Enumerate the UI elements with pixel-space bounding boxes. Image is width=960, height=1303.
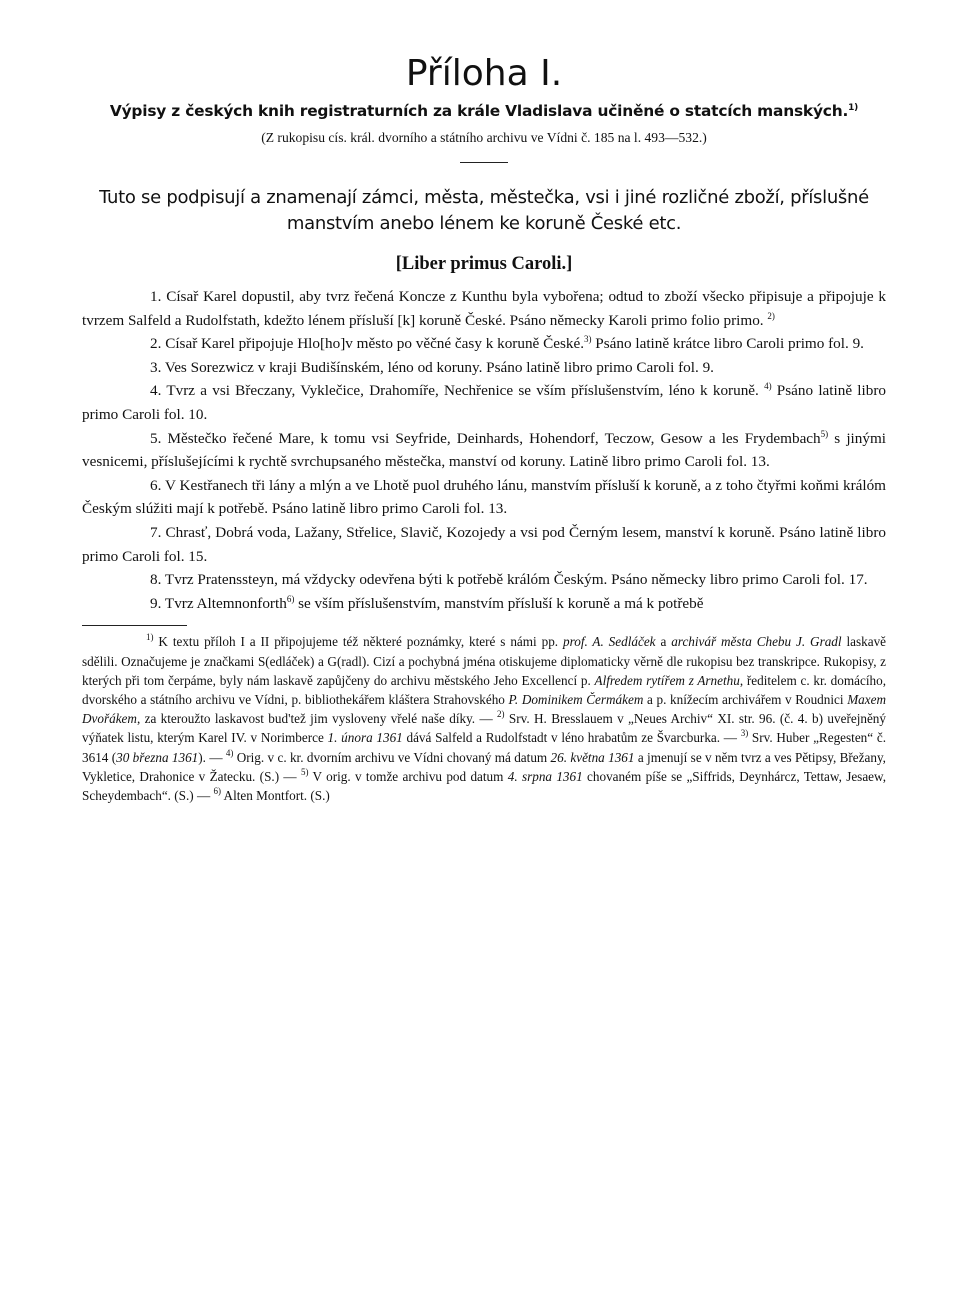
footnote-ref: 5): [820, 428, 829, 439]
entry-text: 3. Ves Sorezwicz v kraji Budišínském, léno od koruny. Psáno latině libro primo Caroli fol. 9.: [150, 358, 714, 376]
entry-text: 6. V Kestřanech tři lány a mlýn a ve Lhotě puol druhého lánu, manstvím přísluší k koruně, a z toho čtyřmi koňmi králóm Českým slúžiti mají k potřebě. Psáno latině libro primo Caroli fol. 13.: [82, 476, 886, 518]
entry-text: 2. Císař Karel připojuje Hlo[ho]v město po věčné časy k koruně České.: [150, 335, 584, 353]
footnote-name: archivář města Chebu J. Gradl: [671, 634, 842, 650]
footnote-number: 2): [497, 709, 505, 720]
footnote-name: Alfredem rytířem z Arnethu: [594, 672, 740, 688]
footnote-name: Maxem Dvořákem: [82, 691, 886, 727]
entry-text: 7. Chrasť, Dobrá voda, Lažany, Střelice, Slavič, Kozojedy a vsi pod Černým lesem, manství k koruně. Psáno latině libro primo Caroli fol. 15.: [82, 523, 886, 565]
entry-text: 1. Císař Karel dopustil, aby tvrz řečená Koncze z Kunthu byla vybořena; odtud to zboží všecko připisuje a připojuje k tvrzem Salfeld a Rudolfstath, kdežto lénem přísluší [k] koruně České. Psáno německy Karoli primo folio primo.: [82, 288, 886, 329]
entry-text-after: Psáno latině krátce libro Caroli primo fol. 9.: [591, 335, 864, 353]
footnote-ref: 6): [286, 593, 295, 604]
entry-list: [82, 285, 886, 615]
footnote-text: ). —: [198, 749, 226, 765]
footnote-number: 6): [213, 785, 221, 796]
section-heading: [Liber primus Caroli.]: [395, 254, 573, 274]
intro-line: Tuto se podpisují a znamenají zámci, města, městečka, vsi i jiné rozličné zboží, příslušné: [99, 187, 869, 208]
subtitle-text: Výpisy z českých knih registraturních za krále Vladislava učiněné o statcích manských.: [109, 102, 849, 120]
intro-line: manstvím anebo lénem ke koruně České etc.: [286, 213, 682, 234]
footnote-text: a jmenují se v něm tvrz a ves Pětipsy, Břežany, Vykletice, Drahonice v Žatecku. (S.) —: [82, 749, 886, 784]
footnote: [82, 632, 886, 805]
entry-item: [82, 592, 886, 616]
footnote-text: dává Salfeld a Rudolfstadt v léno hrabatům ze Švarcburka. —: [402, 730, 741, 746]
entry-item: [82, 379, 886, 426]
footnote-text: , ředitelem c. kr. domácího, dvorského a státního archivu ve Vídni, p. bibliothekářem kláštera Strahovského: [82, 672, 886, 707]
footnote-date: 26. května 1361: [550, 749, 635, 765]
footnote-text: K textu příloh I a II připojujeme též některé poznámky, které s námi pp.: [153, 634, 563, 650]
footnote-text: V orig. v tomže archivu pod datum: [308, 768, 508, 784]
entry-item: [82, 332, 886, 356]
entry-item: [82, 568, 886, 592]
document-page: [82, 52, 886, 805]
source-note: (Z rukopisu cís. král. dvorního a státního archivu ve Vídni č. 185 na l. 493—532.): [261, 130, 707, 145]
entry-text: 9. Tvrz Altemnonforth: [150, 594, 287, 612]
footnote-text: a p. knížecím archivářem v Roudnici: [643, 691, 848, 707]
footnote-date: 1. února 1361: [327, 730, 403, 746]
entry-text-after: s jinými vesnicemi, příslušejícími k rychtě svrchupsaného městečka, manství od koruny. Latině libro primo Caroli fol. 13.: [82, 429, 886, 471]
footnote-text: Alten Montfort. (S.): [220, 787, 330, 803]
footnote-ref: 3): [584, 334, 592, 345]
entry-text: 8. Tvrz Pratenssteyn, má vždycky odevřena býti k potřebě králóm Českým. Psáno německy libro primo Caroli fol. 17.: [150, 571, 868, 589]
entry-text: 4. Tvrz a vsi Břeczany, Vyklečice, Drahomíře, Nechřenice se vším příslušenstvím, léno k koruně.: [150, 382, 759, 400]
footnote-text: , za kteroužto laskavost bud'tež jim vysloveny vřelé naše díky. —: [136, 711, 498, 727]
footnote-name: P. Dominikem Čermákem: [508, 691, 644, 707]
footnote-date: 30 března 1361: [116, 749, 199, 765]
footnote-text: Srv. Huber „Regesten“ č. 3614 (: [82, 730, 887, 765]
entry-text-after: Psáno latině libro primo Caroli fol. 10.: [82, 382, 886, 423]
entry-item: [82, 285, 886, 332]
footnote-number: 4): [225, 747, 234, 758]
entry-item: [82, 356, 886, 380]
footnote-number: 3): [740, 728, 749, 739]
intro-text: [82, 185, 886, 237]
footnote-text: laskavě sdělili. Označujeme je značkami S(edláček) a G(radl). Cizí a pochybná jména otiskujeme diplomaticky věrně dle rukopisu bez transkripce. Rukopisy, z kterých při tom čerpáme, byly nám laskavě zapůjčeny do archivu městského Jeho Excellencí p.: [82, 634, 887, 688]
footnote-date: 4. srpna 1361: [507, 768, 583, 784]
footnote-ref: 1): [848, 103, 859, 113]
footnote-ref: 2): [767, 310, 775, 321]
footnote-text: a: [655, 634, 672, 650]
footnote-text: chovaném píše se „Siffrids, Deynhárcz, Tettaw, Jesaew, Scheydembach“. (S.) —: [82, 768, 886, 803]
footnote-text: Orig. v c. kr. dvorním archivu ve Vídni chovaný má datum: [233, 749, 551, 765]
entry-item: [82, 521, 886, 568]
footnote-name: prof. A. Sedláček: [562, 634, 656, 650]
entry-text-after: se vším příslušenstvím, manstvím přísluší k koruně a má k potřebě: [294, 594, 704, 612]
entry-item: [82, 474, 886, 521]
page-subtitle: [82, 100, 886, 122]
entry-text: 5. Městečko řečené Mare, k tomu vsi Seyfride, Deinhards, Hohendorf, Teczow, Gesow a les Frydembach: [150, 429, 821, 447]
page-title: Příloha I.: [405, 53, 563, 94]
footnote-text: Srv. H. Bresslauem v „Neues Archiv“ XI. str. 96. (č. 4. b) uveřejněný výňatek listu, kterým Karel IV. v Norimberce: [82, 711, 886, 746]
footnotes: [82, 632, 886, 805]
entry-item: [82, 427, 886, 474]
footnote-number: 5): [300, 766, 309, 777]
divider: [460, 162, 508, 163]
footnote-number: 1): [146, 632, 154, 643]
footnote-divider: [82, 625, 187, 626]
footnote-ref: 4): [764, 381, 772, 392]
